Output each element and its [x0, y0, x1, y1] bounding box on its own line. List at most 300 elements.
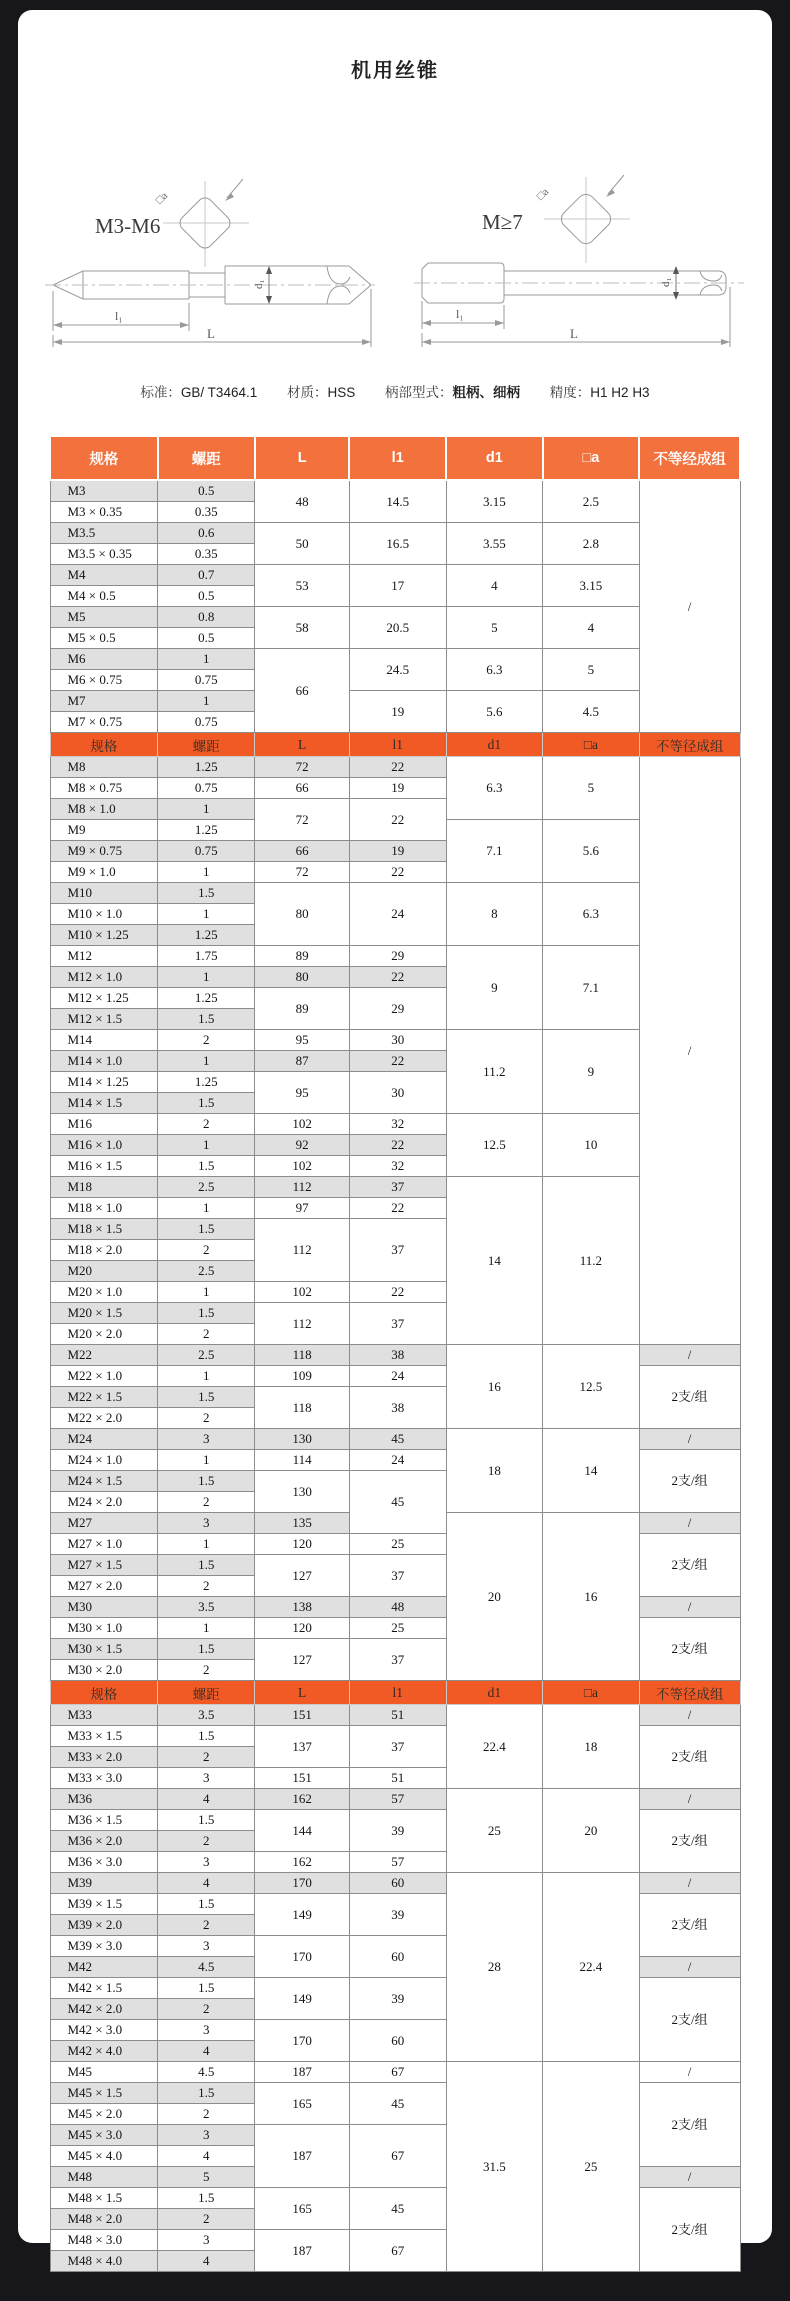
spec-material-label: 材质： — [287, 385, 328, 400]
table-cell: M24 × 1.5 — [50, 1471, 158, 1492]
table-cell: 1.5 — [158, 1387, 255, 1408]
table-cell: M8 × 0.75 — [50, 778, 158, 799]
table-cell: / — [639, 1789, 740, 1810]
table-cell: M20 × 1.0 — [50, 1282, 158, 1303]
table-cell: 66 — [255, 841, 350, 862]
table-cell: 12.5 — [543, 1345, 640, 1429]
table-cell: 187 — [255, 2125, 350, 2188]
table-cell: 1 — [158, 1618, 255, 1639]
table-cell: 170 — [255, 1936, 350, 1978]
table-row — [50, 1345, 740, 1366]
table-cell: 0.75 — [158, 670, 255, 691]
table-cell: M22 × 1.0 — [50, 1366, 158, 1387]
column-header: 不等径成组 — [639, 1681, 740, 1705]
table-cell: 0.8 — [158, 607, 255, 628]
table-cell: 17 — [349, 565, 446, 607]
table-cell: 89 — [255, 988, 350, 1030]
table-cell: 19 — [349, 778, 446, 799]
table-cell: 22 — [349, 1282, 446, 1303]
table-cell: 112 — [255, 1303, 350, 1345]
table-cell: 118 — [255, 1387, 350, 1429]
table-cell: 138 — [255, 1597, 350, 1618]
table-cell: M33 × 1.5 — [50, 1726, 158, 1747]
table-cell: M20 × 1.5 — [50, 1303, 158, 1324]
column-header: 规格 — [50, 436, 158, 480]
table-cell: 19 — [349, 691, 446, 733]
table-cell: 149 — [255, 1894, 350, 1936]
table-cell: 92 — [255, 1135, 350, 1156]
table-cell: M12 × 1.25 — [50, 988, 158, 1009]
table-cell: M12 — [50, 946, 158, 967]
dim-d1-label: d₁ — [253, 279, 265, 289]
table-cell: 37 — [349, 1726, 446, 1768]
table-cell: 0.5 — [158, 628, 255, 649]
table-cell: 48 — [255, 480, 350, 523]
table-cell: M36 × 1.5 — [50, 1810, 158, 1831]
table-row — [50, 1705, 740, 1726]
spec-table — [49, 435, 741, 2272]
table-cell: 1.5 — [158, 2188, 255, 2209]
table-cell: 2 — [158, 1915, 255, 1936]
spec-summary-line — [18, 381, 772, 401]
table-cell: M3 — [50, 480, 158, 502]
drawing-range-label: M3-M6 — [95, 214, 161, 238]
table-cell: 0.7 — [158, 565, 255, 586]
table-cell: 6.3 — [543, 883, 640, 946]
table-cell: 1.5 — [158, 883, 255, 904]
table-cell: / — [639, 2062, 740, 2083]
column-header: □a — [543, 436, 640, 480]
table-row — [50, 480, 740, 502]
table-cell: 2.8 — [543, 523, 640, 565]
table-header-row — [50, 436, 740, 480]
table-cell: 2 — [158, 1030, 255, 1051]
table-cell: 1.5 — [158, 1639, 255, 1660]
table-cell: 29 — [349, 946, 446, 967]
table-cell: 95 — [255, 1072, 350, 1114]
dim-a-label: □a — [534, 185, 552, 203]
table-cell: 2支/组 — [639, 2188, 740, 2272]
table-cell: 2 — [158, 1660, 255, 1681]
table-cell: 3.15 — [446, 480, 543, 523]
table-cell: M42 × 1.5 — [50, 1978, 158, 1999]
table-cell: 2.5 — [158, 1345, 255, 1366]
table-cell: 19 — [349, 841, 446, 862]
table-cell: M12 × 1.5 — [50, 1009, 158, 1030]
table-cell: 30 — [349, 1072, 446, 1114]
dim-l1-label: l₁ — [115, 309, 123, 323]
spec-standard — [140, 385, 257, 400]
table-cell: 60 — [349, 1873, 446, 1894]
table-cell: M48 × 1.5 — [50, 2188, 158, 2209]
table-cell: 80 — [255, 883, 350, 946]
table-cell: M42 × 3.0 — [50, 2020, 158, 2041]
table-cell: 0.35 — [158, 544, 255, 565]
table-cell: M30 — [50, 1597, 158, 1618]
table-cell: 1 — [158, 1366, 255, 1387]
table-cell: 3.15 — [543, 565, 640, 607]
table-cell: M24 × 1.0 — [50, 1450, 158, 1471]
table-cell: M10 — [50, 883, 158, 904]
table-cell: / — [639, 1429, 740, 1450]
column-header: □a — [543, 1681, 640, 1705]
table-cell: 28 — [446, 1873, 543, 2062]
table-cell: 66 — [255, 778, 350, 799]
dim-l1-label: l₁ — [456, 307, 464, 321]
table-cell: 60 — [349, 1936, 446, 1978]
table-cell: 32 — [349, 1114, 446, 1135]
table-cell: 6.3 — [446, 649, 543, 691]
table-cell: 24 — [349, 1366, 446, 1387]
table-cell: 102 — [255, 1282, 350, 1303]
table-cell: 2.5 — [543, 480, 640, 523]
table-cell: 2 — [158, 1492, 255, 1513]
dim-a-label: □a — [153, 189, 171, 207]
tap-drawing-m7-up — [408, 113, 753, 351]
table-cell: M30 × 1.0 — [50, 1618, 158, 1639]
table-cell: M20 — [50, 1261, 158, 1282]
table-cell: 53 — [255, 565, 350, 607]
table-cell: 2.5 — [158, 1261, 255, 1282]
table-cell: M33 × 3.0 — [50, 1768, 158, 1789]
table-cell: M42 — [50, 1957, 158, 1978]
table-cell: 9 — [543, 1030, 640, 1114]
table-cell: 4.5 — [543, 691, 640, 733]
table-cell: M18 — [50, 1177, 158, 1198]
spec-table-body — [50, 436, 740, 2272]
table-cell: 11.2 — [543, 1177, 640, 1345]
table-row — [50, 1177, 740, 1198]
table-cell: M42 × 4.0 — [50, 2041, 158, 2062]
table-cell: 3 — [158, 1513, 255, 1534]
table-cell: 25 — [446, 1789, 543, 1873]
table-cell: 1 — [158, 967, 255, 988]
table-cell: 1 — [158, 1282, 255, 1303]
tap-outline — [422, 263, 726, 303]
table-cell: M6 × 0.75 — [50, 670, 158, 691]
table-cell: M45 × 4.0 — [50, 2146, 158, 2167]
table-cell: 24 — [349, 1450, 446, 1471]
column-header: L — [255, 1681, 350, 1705]
tap-drawing-m3-m6 — [37, 113, 382, 351]
table-cell: 187 — [255, 2230, 350, 2272]
table-cell: 1.5 — [158, 1726, 255, 1747]
table-cell: M30 × 1.5 — [50, 1639, 158, 1660]
table-cell: 97 — [255, 1198, 350, 1219]
table-cell: 170 — [255, 1873, 350, 1894]
table-cell: / — [639, 1597, 740, 1618]
table-cell: 2 — [158, 2209, 255, 2230]
table-cell: 22 — [349, 1051, 446, 1072]
table-cell: 66 — [255, 649, 350, 733]
table-cell: M30 × 2.0 — [50, 1660, 158, 1681]
table-cell: 12.5 — [446, 1114, 543, 1177]
table-cell: M27 × 1.0 — [50, 1534, 158, 1555]
table-cell: M18 × 1.5 — [50, 1219, 158, 1240]
table-cell: 2支/组 — [639, 1978, 740, 2062]
table-cell: 2.5 — [158, 1177, 255, 1198]
table-cell: 112 — [255, 1177, 350, 1198]
spec-standard-label: 标准： — [140, 385, 181, 400]
table-cell: / — [639, 480, 740, 733]
table-cell: M7 × 0.75 — [50, 712, 158, 733]
table-cell: 5.6 — [446, 691, 543, 733]
table-cell: 25 — [349, 1534, 446, 1555]
table-cell: 32 — [349, 1156, 446, 1177]
table-cell: 45 — [349, 1471, 446, 1534]
table-cell: 3 — [158, 1429, 255, 1450]
table-cell: M39 — [50, 1873, 158, 1894]
table-cell: 16 — [543, 1513, 640, 1681]
table-cell: M22 × 2.0 — [50, 1408, 158, 1429]
table-cell: 2支/组 — [639, 1366, 740, 1429]
table-row — [50, 607, 740, 628]
table-cell: M42 × 2.0 — [50, 1999, 158, 2020]
table-cell: 1 — [158, 1051, 255, 1072]
table-cell: 0.5 — [158, 480, 255, 502]
table-cell: 130 — [255, 1429, 350, 1450]
spec-shank-value: 粗柄、细柄 — [452, 385, 521, 400]
table-cell: 25 — [349, 1618, 446, 1639]
table-cell: M9 — [50, 820, 158, 841]
table-cell: 2 — [158, 1831, 255, 1852]
table-cell: / — [639, 2167, 740, 2188]
table-cell: 2 — [158, 1999, 255, 2020]
table-header-row — [50, 1681, 740, 1705]
table-cell: 1 — [158, 691, 255, 712]
table-cell: M33 × 2.0 — [50, 1747, 158, 1768]
table-cell: / — [639, 1705, 740, 1726]
table-row — [50, 883, 740, 904]
table-cell: 22 — [349, 799, 446, 841]
table-row — [50, 1030, 740, 1051]
table-cell: 1 — [158, 1450, 255, 1471]
table-cell: 37 — [349, 1303, 446, 1345]
table-cell: 67 — [349, 2230, 446, 2272]
table-cell: 3.5 — [158, 1597, 255, 1618]
table-cell: 24.5 — [349, 649, 446, 691]
table-cell: 2 — [158, 2104, 255, 2125]
table-cell: 37 — [349, 1219, 446, 1282]
table-cell: M14 — [50, 1030, 158, 1051]
table-cell: M14 × 1.0 — [50, 1051, 158, 1072]
table-cell: 162 — [255, 1789, 350, 1810]
dim-L-label: L — [207, 326, 215, 341]
table-cell: 67 — [349, 2125, 446, 2188]
table-cell: M4 × 0.5 — [50, 586, 158, 607]
column-header: □a — [543, 733, 640, 757]
table-cell: 1.5 — [158, 1303, 255, 1324]
table-cell: 1.5 — [158, 1810, 255, 1831]
table-cell: 89 — [255, 946, 350, 967]
spec-table-wrapper — [49, 435, 741, 2272]
table-cell: 3 — [158, 2020, 255, 2041]
table-cell: M45 × 1.5 — [50, 2083, 158, 2104]
table-cell: 3.5 — [158, 1705, 255, 1726]
spec-precision-label: 精度： — [549, 385, 591, 400]
table-cell: M3.5 — [50, 523, 158, 544]
table-cell: 37 — [349, 1555, 446, 1597]
table-cell: 38 — [349, 1345, 446, 1366]
column-header: 螺距 — [158, 733, 255, 757]
table-cell: 3.55 — [446, 523, 543, 565]
table-cell: 31.5 — [446, 2062, 543, 2272]
table-header-row — [50, 733, 740, 757]
table-cell: 14.5 — [349, 480, 446, 523]
table-cell: 2支/组 — [639, 1450, 740, 1513]
table-cell: 22.4 — [543, 1873, 640, 2062]
table-cell: 45 — [349, 2188, 446, 2230]
table-cell: M22 × 1.5 — [50, 1387, 158, 1408]
table-cell: 0.75 — [158, 712, 255, 733]
table-cell: 1.5 — [158, 1894, 255, 1915]
table-cell: 14 — [543, 1429, 640, 1513]
table-cell: 11.2 — [446, 1030, 543, 1114]
table-cell: 72 — [255, 862, 350, 883]
column-header: l1 — [349, 1681, 446, 1705]
table-cell: 3 — [158, 1768, 255, 1789]
table-cell: M27 — [50, 1513, 158, 1534]
table-cell: M9 × 0.75 — [50, 841, 158, 862]
table-cell: 118 — [255, 1345, 350, 1366]
table-cell: 112 — [255, 1219, 350, 1282]
table-cell: 18 — [446, 1429, 543, 1513]
table-cell: 14 — [446, 1177, 543, 1345]
dim-d1-label: d₁ — [660, 277, 672, 287]
table-cell: 51 — [349, 1705, 446, 1726]
table-row — [50, 1114, 740, 1135]
table-cell: M48 — [50, 2167, 158, 2188]
table-cell: 87 — [255, 1051, 350, 1072]
table-cell: 114 — [255, 1450, 350, 1471]
table-cell: 38 — [349, 1387, 446, 1429]
table-cell: 120 — [255, 1534, 350, 1555]
table-cell: 25 — [543, 2062, 640, 2272]
table-cell: 22 — [349, 1198, 446, 1219]
table-cell: M39 × 2.0 — [50, 1915, 158, 1936]
table-cell: M27 × 1.5 — [50, 1555, 158, 1576]
technical-drawings — [18, 113, 772, 351]
table-cell: 30 — [349, 1030, 446, 1051]
column-header: 规格 — [50, 1681, 158, 1705]
table-cell: M3 × 0.35 — [50, 502, 158, 523]
table-cell: M24 × 2.0 — [50, 1492, 158, 1513]
table-cell: 0.35 — [158, 502, 255, 523]
table-cell: 2 — [158, 1408, 255, 1429]
table-cell: 37 — [349, 1177, 446, 1198]
table-cell: 1.5 — [158, 1555, 255, 1576]
table-cell: M36 × 3.0 — [50, 1852, 158, 1873]
table-row — [50, 1789, 740, 1810]
table-cell: 0.75 — [158, 841, 255, 862]
table-cell: 72 — [255, 757, 350, 778]
table-cell: 16 — [446, 1345, 543, 1429]
table-row — [50, 523, 740, 544]
table-cell: 20.5 — [349, 607, 446, 649]
table-cell: 10 — [543, 1114, 640, 1177]
table-cell: 144 — [255, 1810, 350, 1852]
product-card — [18, 10, 772, 2269]
table-cell: 60 — [349, 2020, 446, 2062]
table-cell: 127 — [255, 1639, 350, 1681]
table-cell: / — [639, 1957, 740, 1978]
table-cell: M48 × 2.0 — [50, 2209, 158, 2230]
table-cell: 57 — [349, 1789, 446, 1810]
table-cell: 2支/组 — [639, 1534, 740, 1597]
table-cell: M14 × 1.5 — [50, 1093, 158, 1114]
table-cell: 137 — [255, 1726, 350, 1768]
table-cell: 151 — [255, 1768, 350, 1789]
column-header: d1 — [446, 733, 543, 757]
table-cell: 72 — [255, 799, 350, 841]
table-cell: 5 — [543, 757, 640, 820]
table-cell: 1 — [158, 904, 255, 925]
table-cell: 2支/组 — [639, 2083, 740, 2167]
table-cell: M18 × 2.0 — [50, 1240, 158, 1261]
table-cell: M14 × 1.25 — [50, 1072, 158, 1093]
table-cell: 24 — [349, 883, 446, 946]
table-cell: 20 — [543, 1789, 640, 1873]
spec-material-value: HSS — [327, 385, 356, 400]
table-cell: 1.5 — [158, 1219, 255, 1240]
table-cell: 1.5 — [158, 1978, 255, 1999]
table-cell: 4 — [158, 2146, 255, 2167]
table-row — [50, 1429, 740, 1450]
table-cell: 22 — [349, 1135, 446, 1156]
table-cell: 3 — [158, 1852, 255, 1873]
table-cell: 22 — [349, 862, 446, 883]
table-cell: 1 — [158, 862, 255, 883]
table-cell: M5 — [50, 607, 158, 628]
table-cell: 5 — [543, 649, 640, 691]
table-cell: M16 × 1.0 — [50, 1135, 158, 1156]
table-cell: / — [639, 1873, 740, 1894]
table-cell: 3 — [158, 2125, 255, 2146]
table-cell: M45 × 3.0 — [50, 2125, 158, 2146]
table-cell: 0.5 — [158, 586, 255, 607]
spec-material — [287, 385, 355, 400]
column-header: 不等径成组 — [639, 733, 740, 757]
drawing-range-label: M≥7 — [482, 210, 523, 234]
table-cell: 4 — [158, 2251, 255, 2272]
column-header: l1 — [349, 436, 446, 480]
table-cell: 1.25 — [158, 925, 255, 946]
table-cell: M20 × 2.0 — [50, 1324, 158, 1345]
dim-L-label: L — [570, 326, 578, 341]
table-cell: 67 — [349, 2062, 446, 2083]
table-cell: 51 — [349, 1768, 446, 1789]
table-cell: 22 — [349, 757, 446, 778]
table-cell: 1.5 — [158, 1471, 255, 1492]
table-cell: 130 — [255, 1471, 350, 1513]
table-cell: 1 — [158, 799, 255, 820]
table-cell: 95 — [255, 1030, 350, 1051]
table-cell: 29 — [349, 988, 446, 1030]
table-cell: M8 × 1.0 — [50, 799, 158, 820]
table-cell: 2支/组 — [639, 1726, 740, 1789]
table-cell: 0.6 — [158, 523, 255, 544]
table-cell: 4.5 — [158, 2062, 255, 2083]
table-cell: 7.1 — [543, 946, 640, 1030]
table-cell: M18 × 1.0 — [50, 1198, 158, 1219]
table-cell: 170 — [255, 2020, 350, 2062]
table-cell: 2支/组 — [639, 1894, 740, 1957]
table-cell: 4.5 — [158, 1957, 255, 1978]
table-cell: M4 — [50, 565, 158, 586]
table-cell: M16 — [50, 1114, 158, 1135]
table-cell: M8 — [50, 757, 158, 778]
table-row — [50, 757, 740, 778]
